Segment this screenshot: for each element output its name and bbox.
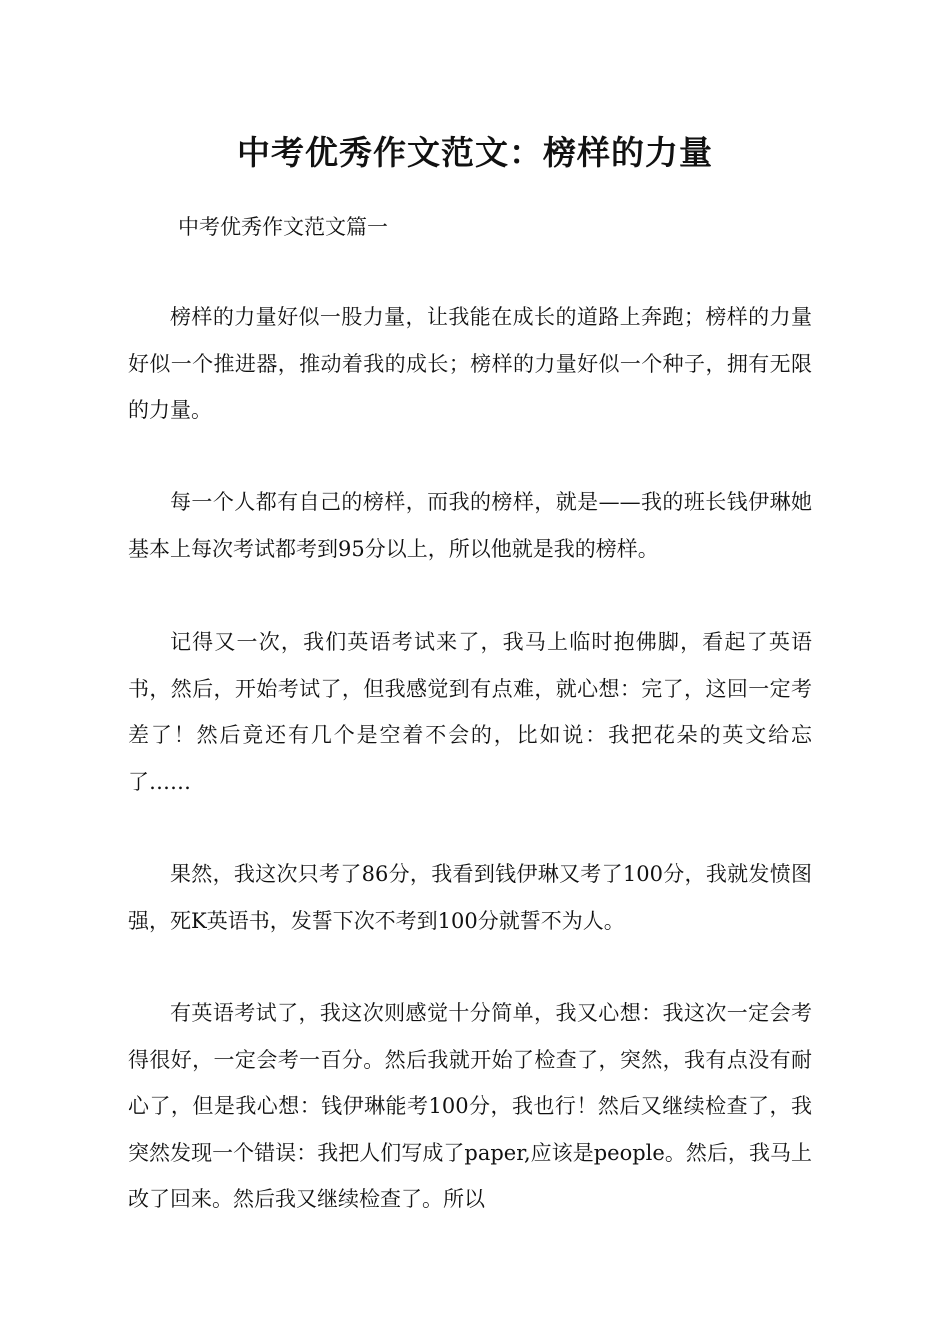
- paragraph-3: 记得又一次，我们英语考试来了，我马上临时抱佛脚，看起了英语书，然后，开始考试了，但我感觉到有点难，就心想：完了，这回一定考差了！然后竟还有几个是空着不会的，比如说：我把花朵的英文给忘了……: [128, 630, 812, 794]
- paragraph-4: 果然，我这次只考了86分，我看到钱伊琳又考了100分，我就发愤图强，死K英语书，发誓下次不考到100分就誓不为人。: [128, 862, 812, 933]
- paragraph-5: 有英语考试了，我这次则感觉十分简单，我又心想：我这次一定会考得很好，一定会考一百分。然后我就开始了检查了，突然，我有点没有耐心了，但是我心想：钱伊琳能考100分，我也行！然后又继续检查了，我突然发现一个错误：我把人们写成了paper,应该是people。然后，我马上改了回来。然后我又继续检查了。所以: [128, 1001, 812, 1211]
- paragraph-1: 榜样的力量好似一股力量，让我能在成长的道路上奔跑；榜样的力量好似一个推进器，推动着我的成长；榜样的力量好似一个种子，拥有无限的力量。: [128, 305, 812, 422]
- document-title: 中考优秀作文范文：榜样的力量: [237, 133, 713, 172]
- paragraph-2: 每一个人都有自己的榜样，而我的榜样，就是——我的班长钱伊琳她基本上每次考试都考到95分以上，所以他就是我的榜样。: [128, 490, 812, 561]
- section-heading: 中考优秀作文范文篇一: [178, 215, 388, 239]
